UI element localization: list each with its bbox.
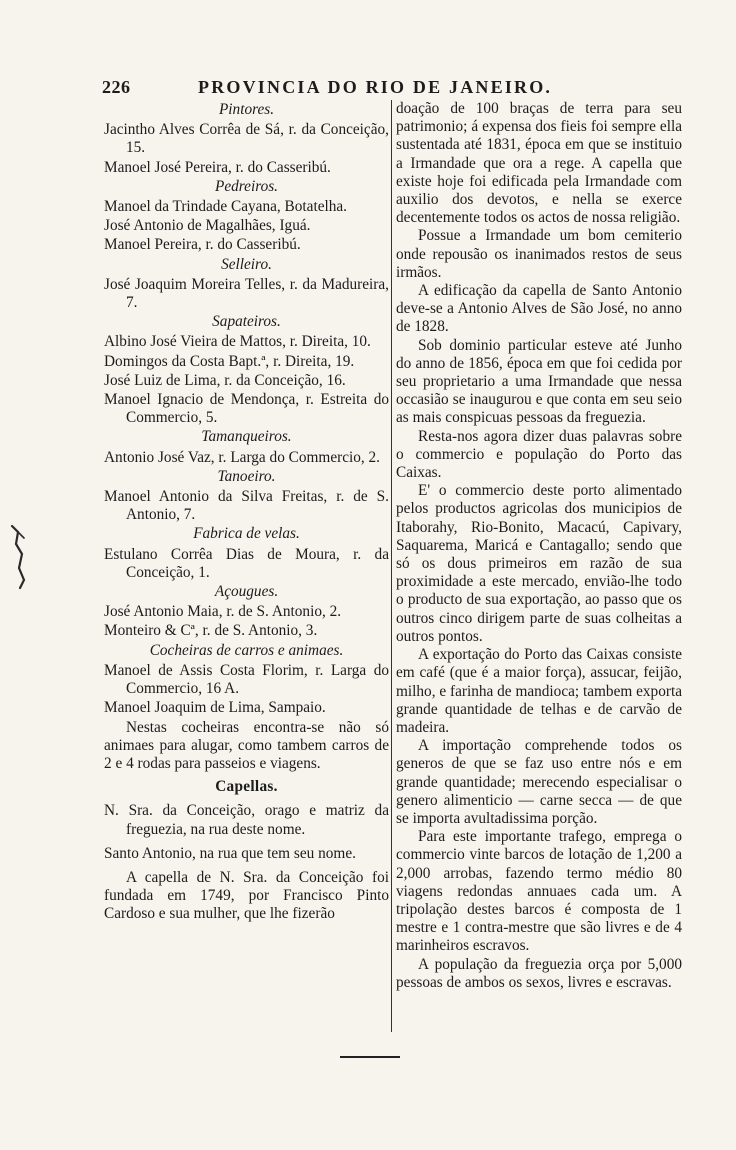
section-heading-capellas: Capellas. bbox=[215, 778, 278, 796]
list-item: Antonio José Vaz, r. Larga do Commercio, 2. bbox=[104, 448, 381, 466]
paragraph: A população da freguezia orça por 5,000 pessoas de ambos os sexos, livres e escravas. bbox=[396, 955, 682, 991]
list-item: José Antonio de Magalhães, Iguá. bbox=[104, 217, 311, 235]
list-item: Manoel da Trindade Cayana, Botatelha. bbox=[104, 198, 347, 216]
list-item: Albino José Vieira de Mattos, r. Direita, 10. bbox=[104, 333, 371, 351]
list-item: Manoel de Assis Costa Florim, r. Larga do Commercio, 16 A. bbox=[104, 661, 389, 698]
section-heading-acougues: Açougues. bbox=[214, 583, 279, 601]
section-heading-fabrica-de-velas: Fabrica de velas. bbox=[193, 525, 300, 543]
paragraph: A exportação do Porto das Caixas consiste em café (que é a maior força), assucar, feijão, milho, e farinha de mandioca; tambem exporta grande quantidade de telhas e de carvão de madeira. bbox=[396, 646, 682, 736]
paragraph: Resta-nos agora dizer duas palavras sobre o commercio e população do Porto das Caixas. bbox=[396, 427, 682, 482]
running-title: PROVINCIA DO RIO DE JANEIRO. bbox=[198, 77, 553, 97]
paragraph: A importação comprehende todos os generos de que se faz uso entre nós e em grande quantidade; merecendo especialisar o genero alimenticio — carne secca — de que se importa avultadissima porção. bbox=[396, 737, 682, 827]
section-heading-selleiro: Selleiro. bbox=[221, 255, 272, 273]
list-item: Manoel Antonio da Silva Freitas, r. de S. Antonio, 7. bbox=[104, 488, 389, 524]
list-item: Domingos da Costa Bapt.ª, r. Direita, 19. bbox=[104, 352, 355, 370]
paragraph: A edificação da capella de Santo Antonio deve-se a Antonio Alves de São José, no anno de 1828. bbox=[396, 282, 682, 336]
left-column bbox=[104, 100, 389, 924]
binding-mark-icon bbox=[8, 524, 30, 590]
list-item: N. Sra. da Conceição, orago e matriz da freguezia, na rua deste nome. bbox=[104, 802, 389, 838]
paragraph: Possue a Irmandade um bom cemiterio onde repousão os inanimados restos de seus irmãos. bbox=[396, 227, 682, 281]
list-item: José Joaquim Moreira Telles, r. da Madureira, 7. bbox=[104, 275, 389, 312]
paragraph: E' o commercio deste porto alimentado pelos productos agricolas dos municipios de Itaborahy, Rio-Bonito, Macacú, Capivary, Saquarema, Maricá e Cantagallo; sendo que só os dous primeiros em razão de sua proximidade a este mercado, envião-lhe todo o producto de sua exportação, ao passo que os outros cinco dirigem parte de suas colheitas a outros pontos. bbox=[396, 482, 682, 645]
list-item: Manoel Ignacio de Mendonça, r. Estreita do Commercio, 5. bbox=[104, 391, 389, 427]
list-item: Jacintho Alves Corrêa de Sá, r. da Conceição, 15. bbox=[104, 121, 389, 157]
section-heading-tanoeiro: Tanoeiro. bbox=[217, 467, 276, 485]
section-heading-pintores: Pintores. bbox=[218, 101, 275, 118]
right-column bbox=[396, 100, 682, 992]
paragraph: Para este importante trafego, emprega o commercio vinte barcos de lotação de 1,200 a 2,000 arrobas, fazendo termo médio 80 viagens redondas annuaes cada um. A tripolação destes barcos é composta de 1 mestre e 1 contra-mestre que são livres e de 4 marinheiros escravos. bbox=[396, 828, 682, 955]
capella-history-paragraph: A capella de N. Sra. da Conceição foi fundada em 1749, por Francisco Pinto Cardoso e sua mulher, que lhe fizerão bbox=[104, 868, 389, 923]
list-item: Monteiro & Cª, r. de S. Antonio, 3. bbox=[104, 622, 318, 640]
section-heading-pedreiros: Pedreiros. bbox=[214, 177, 279, 195]
paragraph: Sob dominio particular esteve até Junho do anno de 1856, época em que foi cedida por seu proprietario a uma Irmandade que nessa occasião se inaugurou e que conta em seu seio as mais conspicuas pessoas da freguezia. bbox=[396, 336, 682, 427]
list-item: Estulano Corrêa Dias de Moura, r. da Conceição, 1. bbox=[104, 545, 389, 581]
section-heading-sapateiros: Sapateiros. bbox=[212, 313, 281, 331]
column-divider bbox=[391, 100, 392, 1032]
list-item: José Luiz de Lima, r. da Conceição, 16. bbox=[104, 371, 346, 389]
list-item: Manoel Joaquim de Lima, Sampaio. bbox=[104, 699, 326, 717]
list-item: Manoel Pereira, r. do Casseribú. bbox=[104, 236, 301, 254]
section-heading-cocheiras: Cocheiras de carros e animaes. bbox=[149, 641, 344, 659]
footer-rule bbox=[340, 1056, 400, 1058]
section-heading-tamanqueiros: Tamanqueiros. bbox=[201, 428, 292, 446]
page-number: 226 bbox=[102, 77, 131, 97]
list-item: Manoel José Pereira, r. do Casseribú. bbox=[104, 158, 331, 176]
list-item: José Antonio Maia, r. de S. Antonio, 2. bbox=[104, 603, 342, 621]
list-item: Santo Antonio, na rua que tem seu nome. bbox=[104, 844, 356, 862]
paragraph: doação de 100 braças de terra para seu patrimonio; á expensa dos fieis foi sempre ella sustentada até 1831, época em que se instituio a Irmandade que ora a rege. A capella que existe hoje foi edificada pela Irmandade com auxilio dos devotos, e nella se exerce decentemente todos os actos de nossa religião. bbox=[396, 100, 682, 227]
cocheiras-note: Nestas cocheiras encontra-se não só animaes para alugar, como tambem carros de 2 e 4 rodas para passeios e viagens. bbox=[104, 718, 389, 772]
